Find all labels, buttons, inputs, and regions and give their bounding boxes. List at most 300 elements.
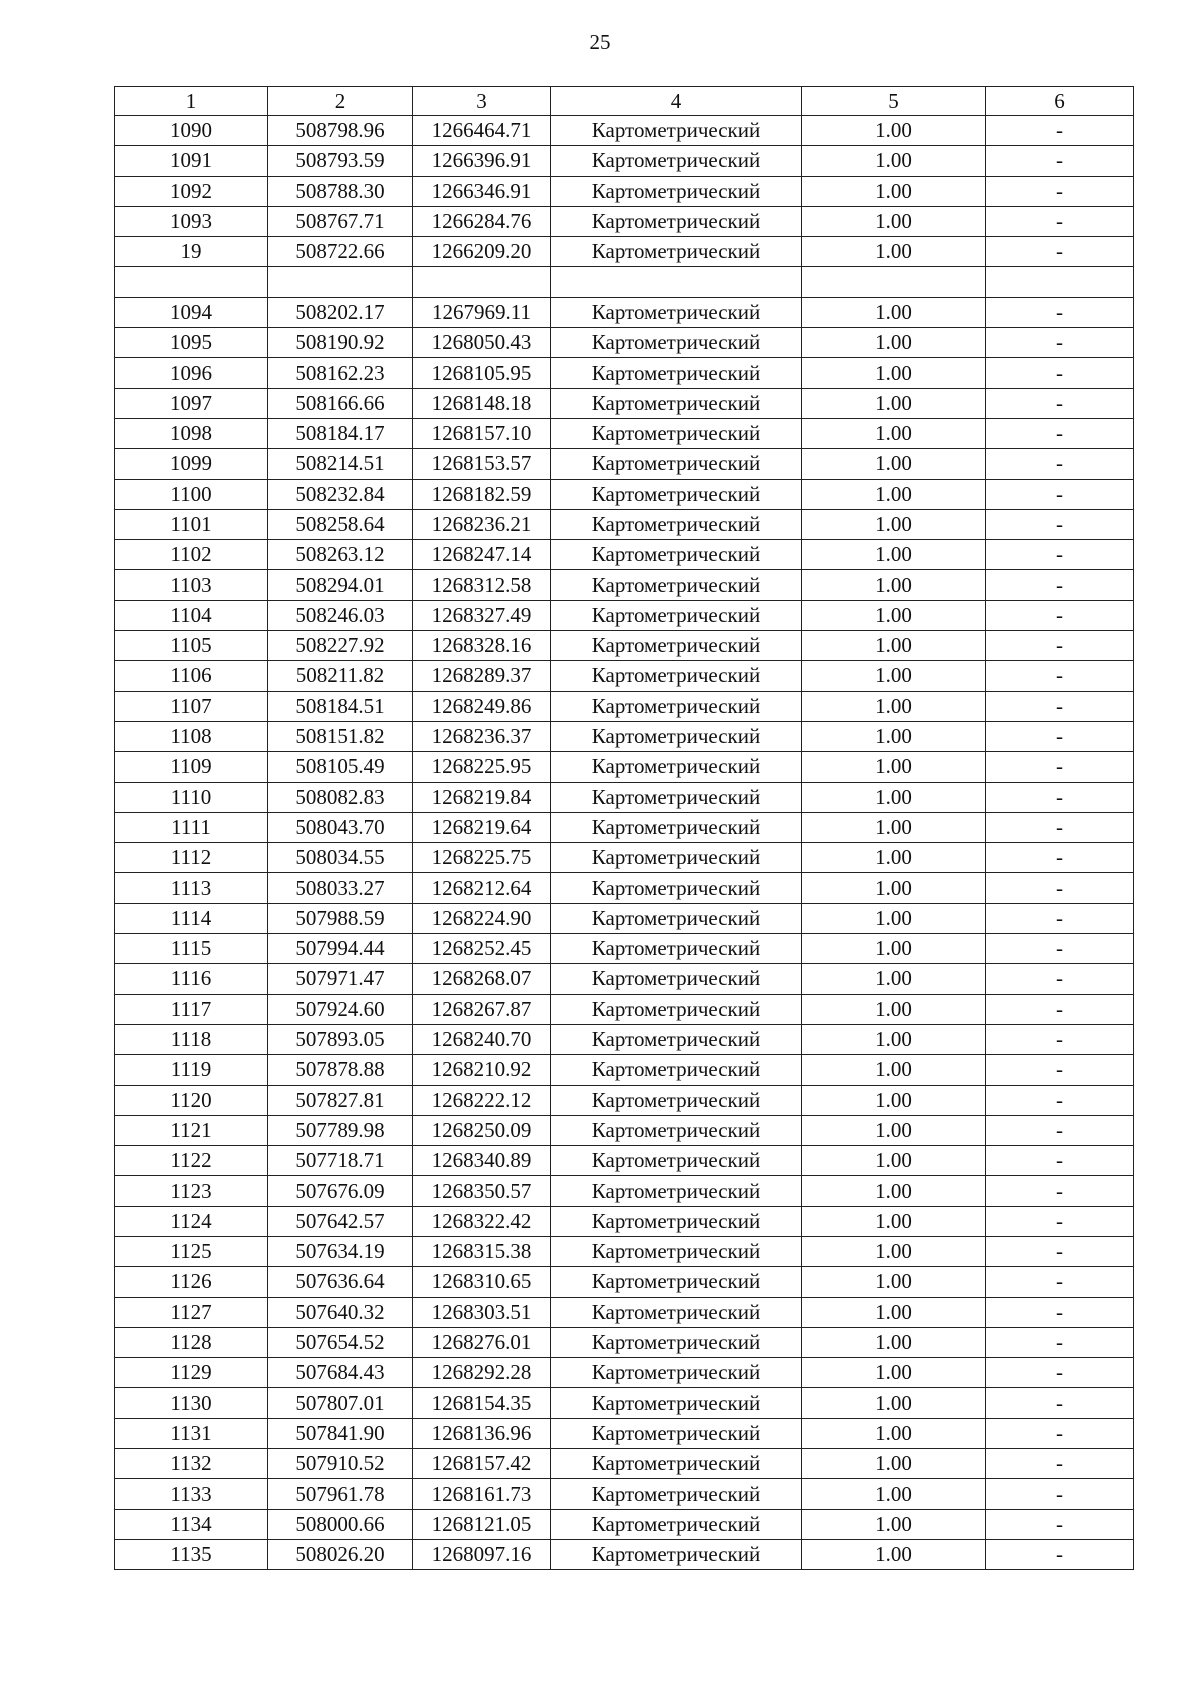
- cell-accuracy: 1.00: [802, 540, 986, 570]
- table-row: [115, 1479, 1134, 1509]
- cell-note: -: [986, 752, 1134, 782]
- cell-note: -: [986, 418, 1134, 448]
- cell-note: -: [986, 1358, 1134, 1388]
- cell-point-number: 1106: [115, 661, 268, 691]
- table-row: [115, 903, 1134, 933]
- cell-accuracy: 1.00: [802, 1449, 986, 1479]
- cell-coord-y: 1268097.16: [413, 1539, 551, 1569]
- cell-point-number: 1092: [115, 176, 268, 206]
- cell-point-number: 1129: [115, 1358, 268, 1388]
- table-row: [115, 1146, 1134, 1176]
- cell-coord-y: 1268210.92: [413, 1055, 551, 1085]
- cell-accuracy: 1.00: [802, 1297, 986, 1327]
- cell-method: Картометрический: [551, 176, 802, 206]
- coordinates-table: [114, 86, 1134, 1570]
- cell-method: Картометрический: [551, 509, 802, 539]
- cell-note: -: [986, 509, 1134, 539]
- cell-note: -: [986, 600, 1134, 630]
- cell-accuracy: 1.00: [802, 237, 986, 267]
- table-row: [115, 449, 1134, 479]
- cell-coord-x: 508034.55: [268, 843, 413, 873]
- cell-coord-y: 1268225.95: [413, 752, 551, 782]
- cell-method: Картометрический: [551, 1388, 802, 1418]
- table-row: [115, 600, 1134, 630]
- header-cell-1: 1: [115, 87, 268, 116]
- cell-point-number: 1135: [115, 1539, 268, 1569]
- cell-coord-y: 1268225.75: [413, 843, 551, 873]
- cell-coord-x: 507961.78: [268, 1479, 413, 1509]
- cell-coord-x: 507924.60: [268, 994, 413, 1024]
- cell-accuracy: 1.00: [802, 116, 986, 146]
- cell-point-number: 1102: [115, 540, 268, 570]
- cell-point-number: 1095: [115, 328, 268, 358]
- cell-point-number: 1113: [115, 873, 268, 903]
- cell-coord-x: 508767.71: [268, 206, 413, 236]
- table-row: [115, 782, 1134, 812]
- cell-coord-x: 507827.81: [268, 1085, 413, 1115]
- cell-method: Картометрический: [551, 1297, 802, 1327]
- cell-note: -: [986, 721, 1134, 751]
- cell-note: -: [986, 631, 1134, 661]
- cell-note: -: [986, 903, 1134, 933]
- cell-coord-y: 1268240.70: [413, 1024, 551, 1054]
- table-row: [115, 721, 1134, 751]
- cell-accuracy: 1.00: [802, 1236, 986, 1266]
- cell-note: -: [986, 1085, 1134, 1115]
- cell-coord-x: 508151.82: [268, 721, 413, 751]
- cell-accuracy: 1.00: [802, 388, 986, 418]
- cell-method: Картометрический: [551, 1176, 802, 1206]
- cell-point-number: 1125: [115, 1236, 268, 1266]
- cell-accuracy: 1.00: [802, 418, 986, 448]
- cell-method: Картометрический: [551, 691, 802, 721]
- cell-method: Картометрический: [551, 116, 802, 146]
- cell-coord-y: 1268182.59: [413, 479, 551, 509]
- cell-note: -: [986, 691, 1134, 721]
- cell-method: Картометрический: [551, 1539, 802, 1569]
- cell-coord-x: 508190.92: [268, 328, 413, 358]
- cell-coord-x: 507640.32: [268, 1297, 413, 1327]
- cell-accuracy: 1.00: [802, 1479, 986, 1509]
- cell-point-number: 1133: [115, 1479, 268, 1509]
- cell-note: -: [986, 297, 1134, 327]
- cell-accuracy: [802, 267, 986, 297]
- cell-accuracy: 1.00: [802, 752, 986, 782]
- cell-method: Картометрический: [551, 328, 802, 358]
- cell-coord-y: 1268276.01: [413, 1327, 551, 1357]
- cell-note: -: [986, 1449, 1134, 1479]
- cell-coord-x: 507841.90: [268, 1418, 413, 1448]
- cell-coord-x: 507684.43: [268, 1358, 413, 1388]
- table-row: [115, 994, 1134, 1024]
- cell-accuracy: 1.00: [802, 176, 986, 206]
- cell-coord-x: 507893.05: [268, 1024, 413, 1054]
- cell-accuracy: 1.00: [802, 1055, 986, 1085]
- cell-accuracy: 1.00: [802, 1024, 986, 1054]
- cell-note: -: [986, 358, 1134, 388]
- header-cell-2: 2: [268, 87, 413, 116]
- cell-method: Картометрический: [551, 1206, 802, 1236]
- cell-method: [551, 267, 802, 297]
- cell-accuracy: 1.00: [802, 1146, 986, 1176]
- cell-accuracy: 1.00: [802, 1509, 986, 1539]
- cell-point-number: 1094: [115, 297, 268, 327]
- cell-point-number: 1096: [115, 358, 268, 388]
- cell-coord-x: 508232.84: [268, 479, 413, 509]
- cell-coord-x: 508000.66: [268, 1509, 413, 1539]
- cell-point-number: 1128: [115, 1327, 268, 1357]
- page-number: 25: [589, 30, 611, 54]
- cell-point-number: 1127: [115, 1297, 268, 1327]
- header-cell-5: 5: [802, 87, 986, 116]
- cell-coord-x: 508033.27: [268, 873, 413, 903]
- table-row: [115, 1509, 1134, 1539]
- cell-accuracy: 1.00: [802, 782, 986, 812]
- table-row: [115, 1539, 1134, 1569]
- table-row: [115, 1327, 1134, 1357]
- cell-coord-y: 1268310.65: [413, 1267, 551, 1297]
- cell-accuracy: 1.00: [802, 1539, 986, 1569]
- cell-coord-y: 1268328.16: [413, 631, 551, 661]
- cell-coord-y: 1268222.12: [413, 1085, 551, 1115]
- cell-point-number: 1108: [115, 721, 268, 751]
- table-row: [115, 1055, 1134, 1085]
- cell-accuracy: 1.00: [802, 600, 986, 630]
- cell-accuracy: 1.00: [802, 358, 986, 388]
- cell-coord-y: 1268292.28: [413, 1358, 551, 1388]
- cell-coord-y: 1268350.57: [413, 1176, 551, 1206]
- cell-note: -: [986, 1176, 1134, 1206]
- cell-accuracy: 1.00: [802, 1358, 986, 1388]
- cell-accuracy: 1.00: [802, 206, 986, 236]
- cell-coord-y: 1268289.37: [413, 661, 551, 691]
- cell-note: -: [986, 1539, 1134, 1569]
- cell-method: Картометрический: [551, 449, 802, 479]
- cell-accuracy: 1.00: [802, 1267, 986, 1297]
- cell-coord-x: 508798.96: [268, 116, 413, 146]
- cell-note: -: [986, 964, 1134, 994]
- cell-coord-x: 508722.66: [268, 237, 413, 267]
- cell-point-number: [115, 267, 268, 297]
- table-row: [115, 1115, 1134, 1145]
- cell-point-number: 1110: [115, 782, 268, 812]
- cell-point-number: 1114: [115, 903, 268, 933]
- cell-method: Картометрический: [551, 1146, 802, 1176]
- cell-coord-x: 508026.20: [268, 1539, 413, 1569]
- cell-point-number: 1093: [115, 206, 268, 236]
- cell-coord-y: 1268250.09: [413, 1115, 551, 1145]
- table-row: [115, 418, 1134, 448]
- table-row: [115, 752, 1134, 782]
- cell-coord-x: 507994.44: [268, 934, 413, 964]
- cell-note: -: [986, 1479, 1134, 1509]
- cell-point-number: 1131: [115, 1418, 268, 1448]
- cell-coord-x: 507676.09: [268, 1176, 413, 1206]
- header-cell-4: 4: [551, 87, 802, 116]
- cell-method: Картометрический: [551, 1449, 802, 1479]
- cell-accuracy: 1.00: [802, 570, 986, 600]
- cell-coord-x: 508162.23: [268, 358, 413, 388]
- cell-method: Картометрический: [551, 1115, 802, 1145]
- cell-point-number: 1104: [115, 600, 268, 630]
- cell-accuracy: 1.00: [802, 964, 986, 994]
- cell-method: Картометрический: [551, 812, 802, 842]
- cell-coord-x: 507971.47: [268, 964, 413, 994]
- cell-method: Картометрический: [551, 1055, 802, 1085]
- cell-coord-y: 1266284.76: [413, 206, 551, 236]
- cell-note: -: [986, 1267, 1134, 1297]
- table-row: [115, 1176, 1134, 1206]
- cell-coord-x: 508788.30: [268, 176, 413, 206]
- cell-note: -: [986, 1509, 1134, 1539]
- table-row: [115, 1267, 1134, 1297]
- cell-coord-y: 1268236.37: [413, 721, 551, 751]
- cell-point-number: 1090: [115, 116, 268, 146]
- cell-coord-x: 507634.19: [268, 1236, 413, 1266]
- cell-accuracy: 1.00: [802, 691, 986, 721]
- table-row: [115, 1024, 1134, 1054]
- table-row: [115, 843, 1134, 873]
- cell-note: -: [986, 1388, 1134, 1418]
- cell-point-number: 1121: [115, 1115, 268, 1145]
- cell-accuracy: 1.00: [802, 449, 986, 479]
- cell-method: Картометрический: [551, 903, 802, 933]
- cell-point-number: 1091: [115, 146, 268, 176]
- cell-coord-x: 507988.59: [268, 903, 413, 933]
- cell-method: Картометрический: [551, 1327, 802, 1357]
- cell-note: -: [986, 1418, 1134, 1448]
- cell-point-number: 1123: [115, 1176, 268, 1206]
- table-row: [115, 661, 1134, 691]
- table-row: [115, 509, 1134, 539]
- cell-method: Картометрический: [551, 964, 802, 994]
- cell-coord-y: 1268219.64: [413, 812, 551, 842]
- table-row: [115, 1449, 1134, 1479]
- cell-coord-y: 1268340.89: [413, 1146, 551, 1176]
- cell-note: -: [986, 1146, 1134, 1176]
- cell-coord-x: 508227.92: [268, 631, 413, 661]
- cell-note: -: [986, 994, 1134, 1024]
- cell-note: -: [986, 661, 1134, 691]
- cell-point-number: 1097: [115, 388, 268, 418]
- cell-accuracy: 1.00: [802, 631, 986, 661]
- table-row: [115, 479, 1134, 509]
- cell-method: Картометрический: [551, 1267, 802, 1297]
- table-row: [115, 1297, 1134, 1327]
- table-header: [115, 87, 1134, 116]
- cell-point-number: 1103: [115, 570, 268, 600]
- cell-coord-y: 1266396.91: [413, 146, 551, 176]
- cell-method: Картометрический: [551, 1236, 802, 1266]
- cell-note: -: [986, 1024, 1134, 1054]
- cell-method: Картометрический: [551, 843, 802, 873]
- cell-note: -: [986, 1055, 1134, 1085]
- table-row: [115, 237, 1134, 267]
- cell-coord-y: 1268219.84: [413, 782, 551, 812]
- cell-coord-x: 508043.70: [268, 812, 413, 842]
- cell-accuracy: 1.00: [802, 1418, 986, 1448]
- cell-note: -: [986, 812, 1134, 842]
- cell-point-number: 1098: [115, 418, 268, 448]
- cell-accuracy: 1.00: [802, 903, 986, 933]
- cell-coord-y: 1268136.96: [413, 1418, 551, 1448]
- cell-coord-y: 1268224.90: [413, 903, 551, 933]
- cell-coord-y: 1268249.86: [413, 691, 551, 721]
- cell-coord-y: [413, 267, 551, 297]
- cell-point-number: 1105: [115, 631, 268, 661]
- table-row: [115, 297, 1134, 327]
- cell-point-number: 1101: [115, 509, 268, 539]
- cell-coord-x: [268, 267, 413, 297]
- table-row: [115, 388, 1134, 418]
- cell-accuracy: 1.00: [802, 297, 986, 327]
- cell-coord-x: 508294.01: [268, 570, 413, 600]
- cell-point-number: 1118: [115, 1024, 268, 1054]
- cell-accuracy: 1.00: [802, 994, 986, 1024]
- cell-accuracy: 1.00: [802, 934, 986, 964]
- table-row: [115, 873, 1134, 903]
- cell-method: Картометрический: [551, 1479, 802, 1509]
- header-row: [115, 87, 1134, 116]
- cell-point-number: 1119: [115, 1055, 268, 1085]
- cell-coord-x: 507642.57: [268, 1206, 413, 1236]
- table-row: [115, 934, 1134, 964]
- table-row: [115, 1085, 1134, 1115]
- cell-note: -: [986, 843, 1134, 873]
- cell-method: Картометрический: [551, 479, 802, 509]
- cell-accuracy: 1.00: [802, 1176, 986, 1206]
- table-row: [115, 1206, 1134, 1236]
- table-row: [115, 267, 1134, 297]
- cell-coord-y: 1268312.58: [413, 570, 551, 600]
- table-row: [115, 146, 1134, 176]
- cell-note: -: [986, 1206, 1134, 1236]
- cell-coord-y: 1268327.49: [413, 600, 551, 630]
- table-row: [115, 1358, 1134, 1388]
- cell-method: Картометрический: [551, 934, 802, 964]
- cell-note: -: [986, 1115, 1134, 1145]
- cell-method: Картометрический: [551, 1085, 802, 1115]
- cell-point-number: 1100: [115, 479, 268, 509]
- cell-point-number: 1099: [115, 449, 268, 479]
- cell-accuracy: 1.00: [802, 843, 986, 873]
- table-row: [115, 1418, 1134, 1448]
- table-row: [115, 358, 1134, 388]
- cell-coord-y: 1268161.73: [413, 1479, 551, 1509]
- cell-note: -: [986, 479, 1134, 509]
- cell-point-number: 1109: [115, 752, 268, 782]
- table-row: [115, 691, 1134, 721]
- cell-coord-x: 508793.59: [268, 146, 413, 176]
- cell-coord-y: 1268148.18: [413, 388, 551, 418]
- cell-method: Картометрический: [551, 600, 802, 630]
- cell-coord-y: 1268212.64: [413, 873, 551, 903]
- cell-coord-x: 507718.71: [268, 1146, 413, 1176]
- cell-point-number: 19: [115, 237, 268, 267]
- cell-method: Картометрический: [551, 297, 802, 327]
- cell-method: Картометрический: [551, 752, 802, 782]
- cell-coord-y: 1266346.91: [413, 176, 551, 206]
- cell-note: -: [986, 540, 1134, 570]
- cell-method: Картометрический: [551, 1509, 802, 1539]
- table-row: [115, 116, 1134, 146]
- cell-method: Картометрический: [551, 994, 802, 1024]
- cell-method: Картометрический: [551, 782, 802, 812]
- cell-accuracy: 1.00: [802, 873, 986, 903]
- cell-coord-x: 508166.66: [268, 388, 413, 418]
- cell-accuracy: 1.00: [802, 509, 986, 539]
- cell-accuracy: 1.00: [802, 1206, 986, 1236]
- cell-note: -: [986, 782, 1134, 812]
- cell-coord-y: 1268050.43: [413, 328, 551, 358]
- cell-method: Картометрический: [551, 146, 802, 176]
- cell-method: Картометрический: [551, 631, 802, 661]
- cell-coord-x: 507878.88: [268, 1055, 413, 1085]
- cell-note: -: [986, 570, 1134, 600]
- cell-coord-y: 1266209.20: [413, 237, 551, 267]
- cell-accuracy: 1.00: [802, 328, 986, 358]
- cell-point-number: 1126: [115, 1267, 268, 1297]
- header-cell-6: 6: [986, 87, 1134, 116]
- cell-accuracy: 1.00: [802, 812, 986, 842]
- cell-coord-y: 1268157.10: [413, 418, 551, 448]
- cell-method: Картометрический: [551, 206, 802, 236]
- cell-coord-x: 507654.52: [268, 1327, 413, 1357]
- table-row: [115, 206, 1134, 236]
- cell-coord-y: 1268154.35: [413, 1388, 551, 1418]
- cell-method: Картометрический: [551, 1418, 802, 1448]
- table-row: [115, 631, 1134, 661]
- cell-point-number: 1117: [115, 994, 268, 1024]
- cell-note: -: [986, 449, 1134, 479]
- cell-point-number: 1115: [115, 934, 268, 964]
- cell-method: Картометрический: [551, 388, 802, 418]
- cell-accuracy: 1.00: [802, 721, 986, 751]
- cell-note: -: [986, 1327, 1134, 1357]
- cell-method: Картометрический: [551, 661, 802, 691]
- cell-method: Картометрический: [551, 570, 802, 600]
- cell-note: -: [986, 328, 1134, 358]
- cell-coord-x: 508202.17: [268, 297, 413, 327]
- cell-note: -: [986, 116, 1134, 146]
- cell-coord-y: 1268252.45: [413, 934, 551, 964]
- cell-coord-x: 508263.12: [268, 540, 413, 570]
- cell-coord-y: 1268236.21: [413, 509, 551, 539]
- cell-note: -: [986, 237, 1134, 267]
- cell-coord-x: 508184.17: [268, 418, 413, 448]
- cell-method: Картометрический: [551, 873, 802, 903]
- cell-coord-x: 508211.82: [268, 661, 413, 691]
- table-row: [115, 812, 1134, 842]
- cell-coord-x: 508082.83: [268, 782, 413, 812]
- cell-coord-y: 1268105.95: [413, 358, 551, 388]
- cell-accuracy: 1.00: [802, 1085, 986, 1115]
- table-row: [115, 570, 1134, 600]
- cell-coord-y: 1266464.71: [413, 116, 551, 146]
- cell-note: -: [986, 1236, 1134, 1266]
- cell-coord-x: 507910.52: [268, 1449, 413, 1479]
- table-row: [115, 328, 1134, 358]
- cell-point-number: 1112: [115, 843, 268, 873]
- cell-point-number: 1130: [115, 1388, 268, 1418]
- cell-method: Картометрический: [551, 1358, 802, 1388]
- cell-accuracy: 1.00: [802, 146, 986, 176]
- cell-method: Картометрический: [551, 418, 802, 448]
- cell-point-number: 1107: [115, 691, 268, 721]
- cell-method: Картометрический: [551, 540, 802, 570]
- cell-coord-x: 507789.98: [268, 1115, 413, 1145]
- cell-point-number: 1132: [115, 1449, 268, 1479]
